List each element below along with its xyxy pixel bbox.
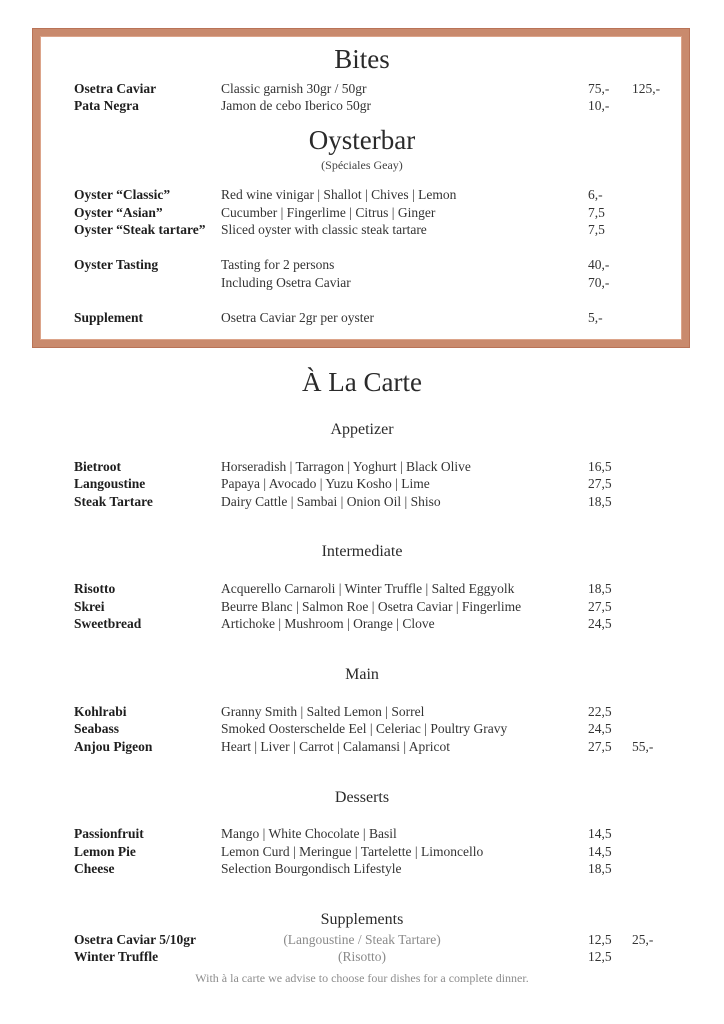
main-heading: Main (345, 666, 379, 683)
item-description: Beurre Blanc | Salmon Roe | Osetra Caviar | Fingerlime (221, 599, 522, 614)
item-description: Tasting for 2 persons (221, 257, 335, 272)
item-price: 12,5 (588, 932, 612, 947)
item-description: Heart | Liver | Carrot | Calamansi | Apricot (221, 739, 450, 754)
item-name: Cheese (74, 861, 115, 876)
item-name: Seabass (74, 721, 120, 736)
menu-item (0, 598, 724, 615)
item-name: Passionfruit (74, 826, 144, 841)
item-name: Oyster “Asian” (74, 205, 163, 220)
item-description: Dairy Cattle | Sambai | Onion Oil | Shiso (221, 494, 441, 509)
item-description: Classic garnish 30gr / 50gr (221, 81, 367, 96)
item-price: 18,5 (588, 581, 612, 596)
item-description: Selection Bourgondisch Lifestyle (221, 861, 402, 876)
appetizer-heading: Appetizer (330, 421, 394, 438)
item-price: 22,5 (588, 704, 612, 719)
desserts-heading: Desserts (334, 789, 390, 806)
menu-item (0, 458, 724, 475)
item-name: Lemon Pie (74, 844, 136, 859)
item-description: Mango | White Chocolate | Basil (221, 826, 397, 841)
item-name: Oyster Tasting (74, 257, 159, 272)
item-description: Lemon Curd | Meringue | Tartelette | Limoncello (221, 844, 484, 859)
item-name: Supplement (74, 310, 144, 325)
item-name: Kohlrabi (74, 704, 127, 719)
item-description: Osetra Caviar 2gr per oyster (221, 310, 374, 325)
item-price-large: 125,- (632, 81, 661, 96)
menu-item (0, 309, 724, 326)
item-description: Cucumber | Fingerlime | Citrus | Ginger (221, 205, 436, 220)
menu-item (0, 843, 724, 860)
item-name: Osetra Caviar 5/10gr (74, 932, 196, 947)
item-name: Oyster “Steak tartare” (74, 222, 206, 237)
item-description: Including Osetra Caviar (221, 275, 351, 290)
menu-item (0, 256, 724, 273)
item-price: 7,5 (588, 205, 605, 220)
item-price: 18,5 (588, 494, 612, 509)
menu-item (0, 204, 724, 221)
item-price: 18,5 (588, 861, 612, 876)
dinner-advice-note: With à la carte we advise to choose four dishes for a complete dinner. (195, 971, 529, 985)
item-price: 6,- (588, 187, 603, 202)
item-description: Red wine vinigar | Shallot | Chives | Lemon (221, 187, 457, 202)
menu-item (0, 703, 724, 720)
item-name: Skrei (74, 599, 105, 614)
item-description: Jamon de cebo Iberico 50gr (221, 98, 371, 113)
item-name: Sweetbread (74, 616, 142, 631)
item-price: 5,- (588, 310, 603, 325)
a-la-carte-heading: À La Carte (302, 367, 422, 397)
item-description: (Risotto) (337, 949, 386, 964)
item-name: Winter Truffle (74, 949, 159, 964)
item-price-large: 55,- (632, 739, 654, 754)
item-description: Papaya | Avocado | Yuzu Kosho | Lime (221, 476, 430, 491)
menu-item (0, 97, 724, 114)
menu-item (0, 825, 724, 842)
item-price: 16,5 (588, 459, 612, 474)
item-name: Bietroot (74, 459, 121, 474)
item-description: Acquerello Carnaroli | Winter Truffle | Salted Eggyolk (221, 581, 515, 596)
supplements-heading: Supplements (320, 911, 404, 928)
oysterbar-heading: Oysterbar (308, 125, 416, 155)
item-name: Risotto (74, 581, 116, 596)
item-description: Smoked Oosterschelde Eel | Celeriac | Poultry Gravy (221, 721, 508, 736)
item-description: Artichoke | Mushroom | Orange | Clove (221, 616, 435, 631)
menu-item (0, 493, 724, 510)
menu-item (0, 80, 724, 97)
item-name: Oyster “Classic” (74, 187, 171, 202)
item-name: Langoustine (74, 476, 146, 491)
item-description: Granny Smith | Salted Lemon | Sorrel (221, 704, 425, 719)
item-price: 40,- (588, 257, 610, 272)
item-price: 75,- (588, 81, 610, 96)
item-name: Pata Negra (74, 98, 139, 113)
item-price: 27,5 (588, 476, 612, 491)
menu-item (0, 580, 724, 597)
item-price: 27,5 (588, 599, 612, 614)
oysterbar-subtitle: (Spéciales Geay) (321, 158, 403, 172)
item-price: 14,5 (588, 844, 612, 859)
intermediate-heading: Intermediate (321, 543, 403, 560)
item-price: 14,5 (588, 826, 612, 841)
menu-item (0, 931, 724, 948)
menu-item (0, 221, 724, 238)
item-name: Anjou Pigeon (74, 739, 153, 754)
item-price: 10,- (588, 98, 610, 113)
item-name: Steak Tartare (74, 494, 153, 509)
menu-item (0, 475, 724, 492)
menu-item (0, 948, 724, 965)
item-price: 7,5 (588, 222, 605, 237)
item-price: 12,5 (588, 949, 612, 964)
item-price: 24,5 (588, 616, 612, 631)
item-description: (Langoustine / Steak Tartare) (283, 932, 441, 947)
item-price: 27,5 (588, 739, 612, 754)
bites-heading: Bites (334, 44, 390, 74)
item-price: 24,5 (588, 721, 612, 736)
item-description: Horseradish | Tarragon | Yoghurt | Black Olive (221, 459, 471, 474)
menu-item (0, 738, 724, 755)
item-price: 70,- (588, 275, 610, 290)
item-description: Sliced oyster with classic steak tartare (221, 222, 427, 237)
menu-item (0, 615, 724, 632)
menu-item (0, 186, 724, 203)
menu-item (0, 860, 724, 877)
menu-item (0, 720, 724, 737)
menu-item (0, 274, 724, 291)
item-name: Osetra Caviar (74, 81, 157, 96)
item-price-large: 25,- (632, 932, 654, 947)
